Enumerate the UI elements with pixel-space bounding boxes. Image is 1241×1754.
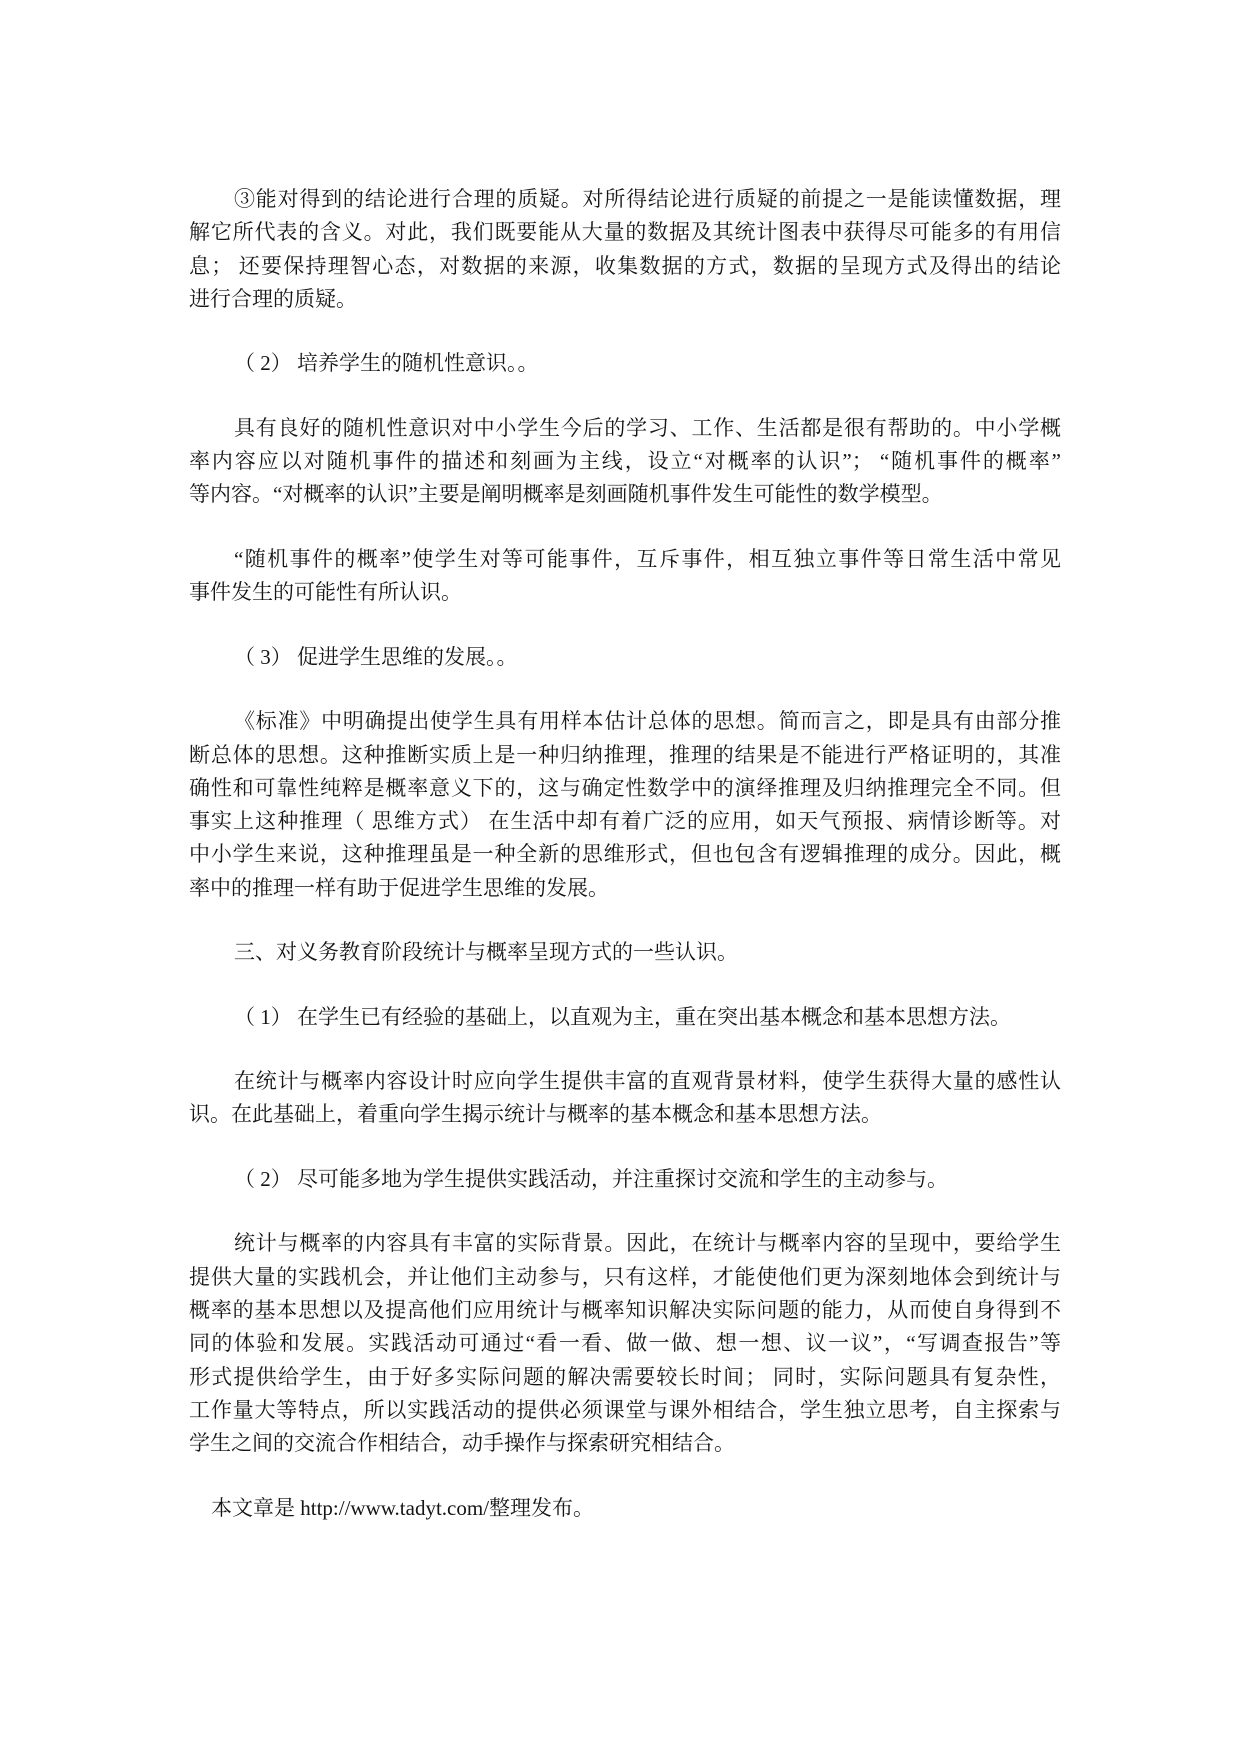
text-line: 进行合理的质疑。 xyxy=(189,286,357,311)
text-line: 概率的基本思想以及提高他们应用统计与概率知识解决实际问题的能力，从而使自身得到不 xyxy=(189,1298,1061,1322)
body-paragraph xyxy=(189,412,1061,512)
text-line: 息； 还要保持理智心态，对数据的来源，收集数据的方式，数据的呈现方式及得出的结论 xyxy=(189,253,1061,278)
subheading-text: （ 2） 尽可能多地为学生提供实践活动，并注重探讨交流和学生的主动参与。 xyxy=(234,1166,948,1191)
text-line: 提供大量的实践机会，并让他们主动参与，只有这样，才能使他们更为深刻地体会到统计与 xyxy=(189,1264,1061,1289)
source-note-text: 本文章是 http://www.tadyt.com/整理发布。 xyxy=(211,1495,595,1520)
text-line: 识。在此基础上，着重向学生揭示统计与概率的基本概念和基本思想方法。 xyxy=(189,1102,882,1127)
subheading-text: （ 3） 促进学生思维的发展。。 xyxy=(234,644,518,669)
text-line: 事件发生的可能性有所认识。 xyxy=(189,580,462,605)
text-line: 等内容。“对概率的认识”主要是阐明概率是刻画随机事件发生可能性的数学模型。 xyxy=(189,482,943,507)
body-paragraph xyxy=(189,1065,1061,1132)
subheading xyxy=(189,1001,1061,1034)
text-line: 率中的推理一样有助于促进学生思维的发展。 xyxy=(189,875,609,900)
body-paragraph xyxy=(189,1227,1061,1460)
text-line: 解它所代表的含义。对此，我们既要能从大量的数据及其统计图表中获得尽可能多的有用信 xyxy=(189,220,1061,245)
section-heading-text: 三、对义务教育阶段统计与概率呈现方式的一些认识。 xyxy=(234,940,738,965)
text-line: ③能对得到的结论进行合理的质疑。对所得结论进行质疑的前提之一是能读懂数据，理 xyxy=(234,187,1061,211)
body-paragraph xyxy=(189,705,1061,905)
source-note xyxy=(189,1492,1061,1525)
text-line: 统计与概率的内容具有丰富的实际背景。因此，在统计与概率内容的呈现中，要给学生 xyxy=(234,1231,1061,1256)
text-line: 事实上这种推理（ 思维方式） 在生活中却有着广泛的应用，如天气预报、病情诊断等。对 xyxy=(189,809,1061,834)
text-line: 中小学生来说，这种推理虽是一种全新的思维形式，但也包含有逻辑推理的成分。因此，概 xyxy=(189,842,1061,867)
text-line: 具有良好的随机性意识对中小学生今后的学习、工作、生活都是很有帮助的。中小学概 xyxy=(234,415,1061,440)
text-line: 学生之间的交流合作相结合，动手操作与探索研究相结合。 xyxy=(189,1431,735,1456)
subheading xyxy=(189,347,1061,380)
body-paragraph xyxy=(189,543,1061,610)
subheading-text: （ 2） 培养学生的随机性意识。。 xyxy=(234,351,539,376)
text-line: 形式提供给学生，由于好多实际问题的解决需要较长时间； 同时，实际问题具有复杂性， xyxy=(189,1364,1061,1389)
text-line: 断总体的思想。这种推断实质上是一种归纳推理，推理的结果是不能进行严格证明的，其准 xyxy=(189,742,1061,767)
text-line: 率内容应以对随机事件的描述和刻画为主线，设立“对概率的认识”； “随机事件的概率” xyxy=(189,449,1061,474)
document-body xyxy=(189,183,1061,1556)
text-line: 工作量大等特点，所以实践活动的提供必须课堂与课外相结合，学生独立思考，自主探索与 xyxy=(189,1397,1061,1422)
section-heading xyxy=(189,936,1061,969)
subheading-text: （ 1） 在学生已有经验的基础上，以直观为主，重在突出基本概念和基本思想方法。 xyxy=(234,1004,1011,1029)
text-line: 同的体验和发展。实践活动可通过“看一看、做一做、想一想、议一议”，“写调查报告”等 xyxy=(189,1331,1061,1356)
text-line: 确性和可靠性纯粹是概率意义下的，这与确定性数学中的演绎推理及归纳推理完全不同。但 xyxy=(189,775,1061,800)
subheading xyxy=(189,641,1061,674)
body-paragraph xyxy=(189,183,1061,316)
text-line: 在统计与概率内容设计时应向学生提供丰富的直观背景材料，使学生获得大量的感性认 xyxy=(234,1069,1061,1094)
subheading xyxy=(189,1163,1061,1196)
text-line: 《标准》中明确提出使学生具有用样本估计总体的思想。简而言之，即是具有由部分推 xyxy=(234,709,1061,734)
text-line: “随机事件的概率”使学生对等可能事件，互斥事件，相互独立事件等日常生活中常见 xyxy=(234,546,1061,571)
